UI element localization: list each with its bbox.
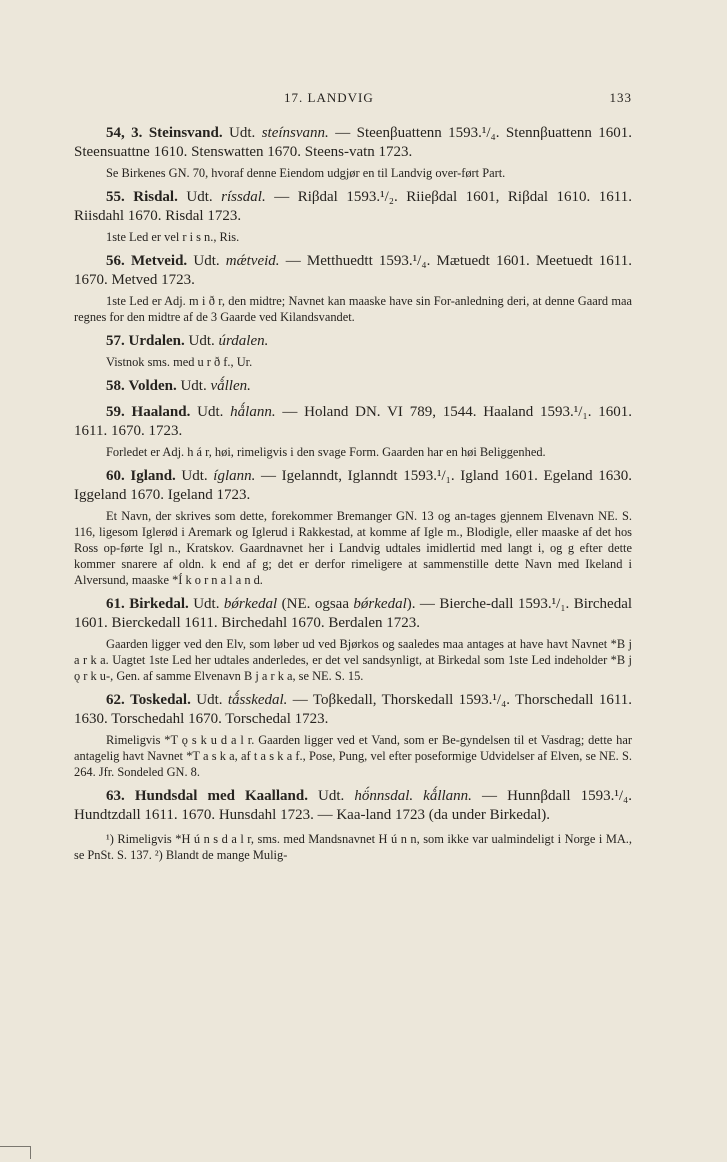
- farm-name: Volden.: [128, 378, 177, 394]
- farm-name: Urdalen.: [128, 333, 185, 349]
- entry-note: Forledet er Adj. h á r, høi, rimeligvis i den svage Form. Gaarden har en høi Beliggenhed.: [106, 445, 546, 459]
- entry-60: [74, 467, 632, 588]
- entry-58: [74, 377, 632, 396]
- pronunciation: steínsvann.: [261, 125, 329, 141]
- farm-name: Haaland.: [131, 404, 191, 420]
- pronunciation: tǻsskedal.: [227, 692, 288, 708]
- entry-56: [74, 252, 632, 325]
- section-title: 17. LANDVIG: [284, 90, 374, 105]
- pronunciation: bǿrkedal: [223, 596, 278, 612]
- pronunciation: mǽtveid.: [225, 253, 280, 269]
- main-text: [74, 124, 632, 870]
- entry-text: 56. Metveid. Udt. mǽtveid. — Metthuedtt 1593.¹/₄. Mætuedt 1601. Meetuedt 1611. 1670. Metved 1723.: [74, 253, 632, 288]
- pronunciation: hǻlann.: [230, 404, 276, 420]
- farm-name: Toskedal.: [130, 692, 191, 708]
- farm-name: Steinsvand.: [148, 125, 223, 141]
- page-edge-mark: [0, 1146, 31, 1159]
- entry-text: 57. Urdalen. Udt. úrdalen.: [106, 333, 269, 349]
- entry-63: [74, 787, 632, 863]
- entry-note: Gaarden ligger ved den Elv, som løber ud ved Bjørkos og saaledes maa antages at have havt Navnet *B j a r k a. Uagtet 1ste Led her udtales anderledes, er det vel sandsynligt, at Birkedal som 1ste Led indeholder *B j ǫ r k u-, Gen. af samme Elvenavn B j a r k a, se NE. S. 15.: [74, 637, 632, 683]
- entry-note: Rimeligvis *T ǫ s k u d a l r. Gaarden ligger ved et Vand, som er Be-gyndelsen til et Vasdrag; dette har antagelig havt Navnet *T a s k a, af t a s k a f., Pose, Pung, vel efter poseformige Udvidelser af Elven, se NE. S. 264. Jfr. Sondeled GN. 8.: [74, 733, 632, 779]
- pronunciation: ríssdal.: [221, 189, 266, 205]
- entry-59: [74, 403, 632, 460]
- entry-61: [74, 595, 632, 684]
- entry-text: 58. Volden. Udt. vǻllen.: [106, 378, 251, 394]
- pronunciation: hö́nnsdal. kǻllann.: [354, 788, 472, 804]
- farm-name: Hundsdal med Kaalland.: [134, 788, 308, 804]
- entry-text: 61. Birkedal. Udt. bǿrkedal (NE. ogsaa bǿrkedal). — Bierche-dall 1593.¹/₁. Birchedal 1601. Bierckedall 1611. Birchedahl 1670. Berdalen 1723.: [74, 596, 633, 631]
- pronunciation: íglann.: [213, 468, 256, 484]
- entry-note: Se Birkenes GN. 70, hvoraf denne Eiendom udgjør en til Landvig over-ført Part.: [106, 166, 506, 180]
- farm-name: Igland.: [130, 468, 176, 484]
- running-header: [74, 90, 632, 110]
- entry-note: Vistnok sms. med u r ð f., Ur.: [106, 355, 253, 369]
- entry-text: 60. Igland. Udt. íglann. — Igelanndt, Iglanndt 1593.¹/₁. Igland 1601. Egeland 1630. Iggeland 1670. Igeland 1723.: [74, 468, 632, 503]
- entry-text: 63. Hundsdal med Kaalland. Udt. hö́nnsdal. kǻllann. — Hunnβdall 1593.¹/₄. Hundtzdall 1611. 1670. Hunsdahl 1723. — Kaa-land 1723 (da under Birkedal).: [74, 788, 633, 823]
- entry-text: 59. Haaland. Udt. hǻlann. — Holand DN. VI 789, 1544. Haaland 1593.¹/₁. 1601. 1611. 1670. 1723.: [74, 404, 633, 439]
- entry-note: 1ste Led er vel r i s n., Ris.: [106, 230, 240, 244]
- farm-name: Metveid.: [130, 253, 188, 269]
- entry-57: [74, 332, 632, 370]
- pronunciation-alt: bǿrkedal: [353, 596, 407, 612]
- entry-55: [74, 188, 632, 245]
- entry-text: 55. Risdal. Udt. ríssdal. — Riβdal 1593.¹/₂. Riieβdal 1601, Riβdal 1610. 1611. Riisdahl 1670. Risdal 1723.: [74, 189, 632, 224]
- entry-54: [74, 124, 632, 181]
- entry-text: 54, 3. Steinsvand. Udt. steínsvann. — Steenβuattenn 1593.¹/₄. Stennβuattenn 1601. Steensuattne 1610. Stenswatten 1670. Steens-vatn 1723.: [74, 125, 633, 160]
- farm-name: Risdal.: [133, 189, 178, 205]
- footnote: ¹) Rimeligvis *H ú n s d a l r, sms. med Mandsnavnet H ú n n, som ikke var ualmindeligt i Norge i MA., se PnSt. S. 137. ²) Blandt de mange Mulig-: [74, 832, 632, 862]
- page-number: 133: [609, 90, 632, 105]
- entry-note: 1ste Led er Adj. m i ð r, den midtre; Navnet kan maaske have sin For-anledning deri, at denne Gaard maa regnes for den midtre af de 3 Gaarde ved Kilandsvandet.: [74, 294, 632, 324]
- entry-text: 62. Toskedal. Udt. tǻsskedal. — Toβkedall, Thorskedall 1593.¹/₄. Thorschedall 1611. 1630. Torschedahl 1670. Torschedal 1723.: [74, 692, 633, 727]
- farm-name: Birkedal.: [129, 596, 189, 612]
- entry-62: [74, 691, 632, 780]
- pronunciation: úrdalen.: [218, 333, 269, 349]
- pronunciation: vǻllen.: [210, 378, 251, 394]
- entry-note: Et Navn, der skrives som dette, forekommer Bremanger GN. 13 og an-tages gjennem Elvenavn NE. S. 116, ligesom Iglerød i Aremark og Iglerud i Rakkestad, at komme af Igle m., Blodigle, eller maaske af det hos Ross op-førte Igl n., Kratskov. Gaardnavnet her i Landvig udtales imidlertid med langt i, og g efter dette kommer snarere af oldn. k end af g; det er derfor rimeligere at sammenstille dette Navn med Ikeland i Alversund, maaske *Í k o r n a l a n d.: [74, 509, 632, 587]
